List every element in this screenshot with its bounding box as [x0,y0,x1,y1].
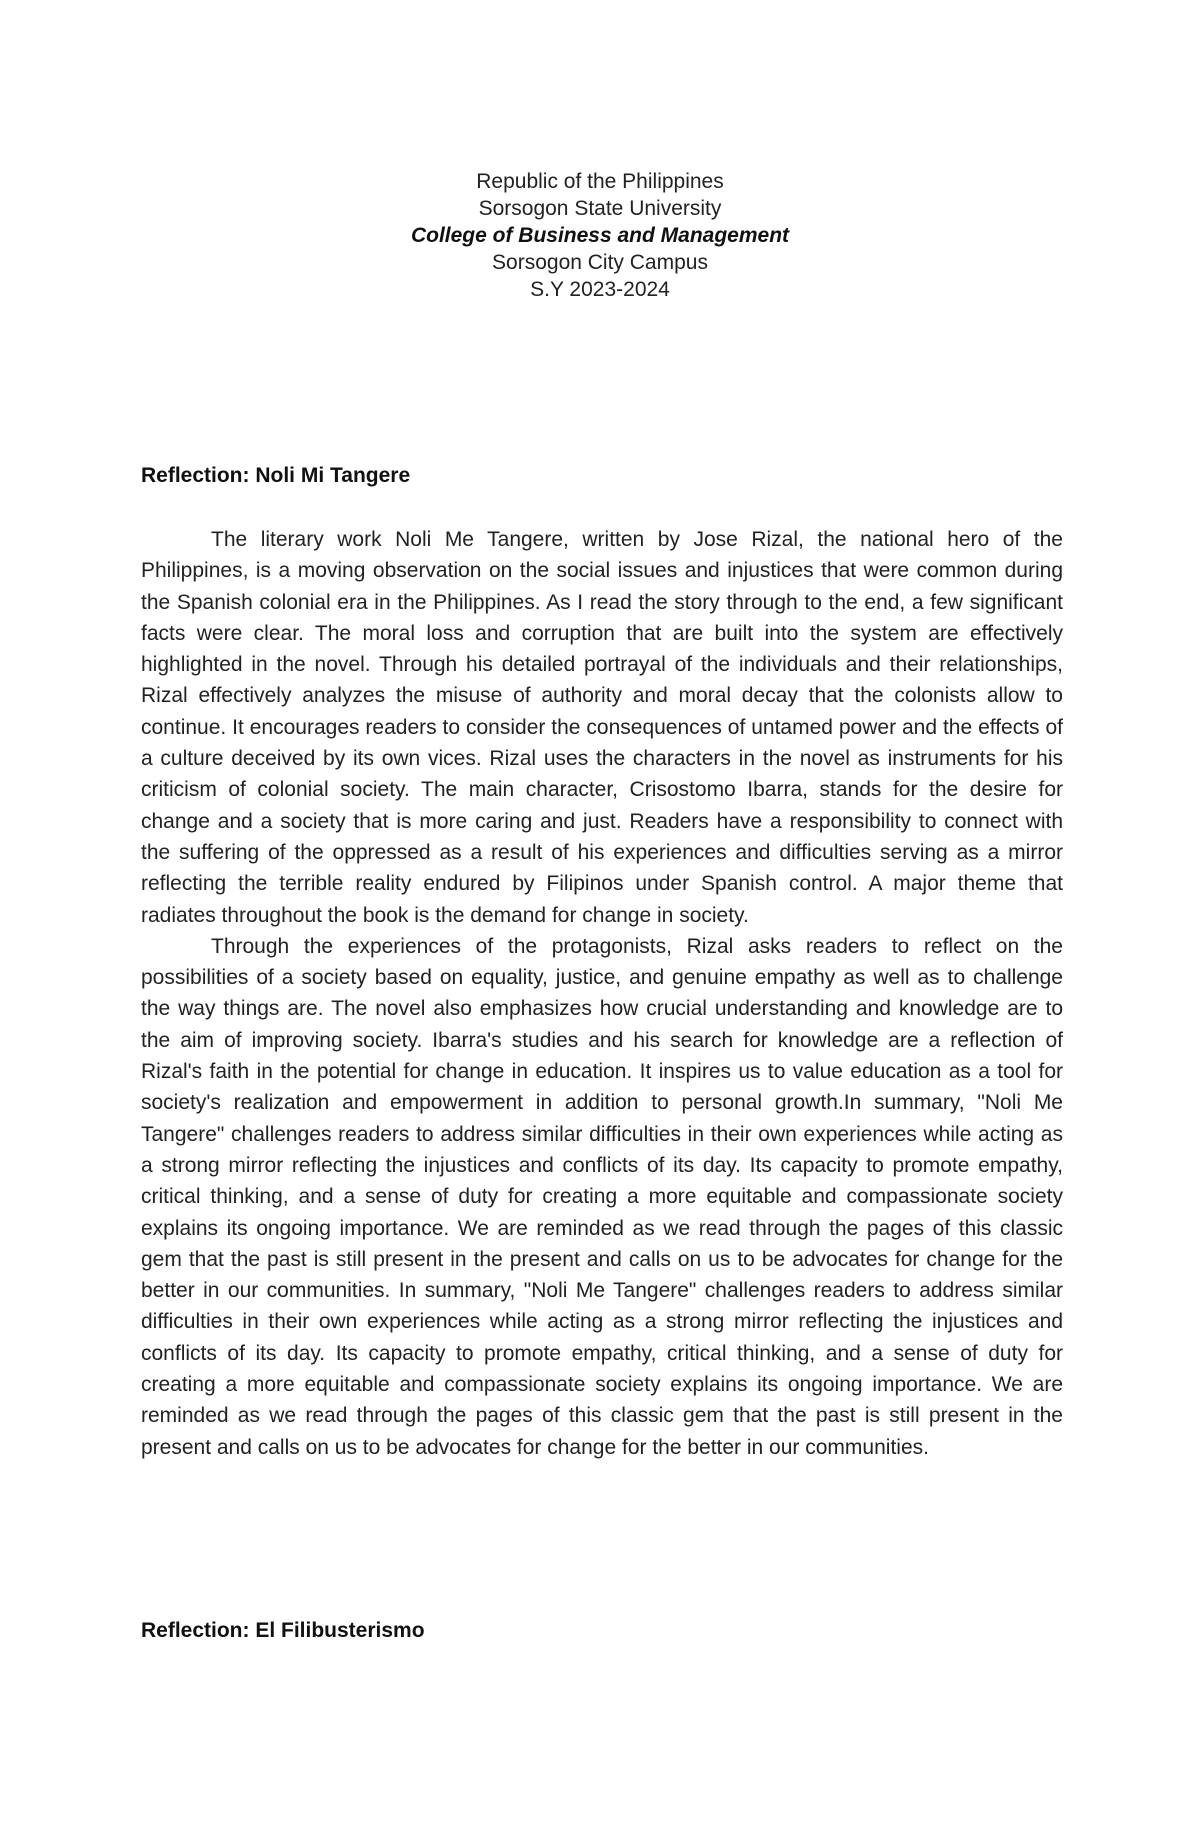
paragraph: Through the experiences of the protagonists, Rizal asks readers to reflect on the possibilities of a society based on equality, justice, and genuine empathy as well as to challenge the way things are. The novel also emphasizes how crucial understanding and knowledge are to the aim of improving society. Ibarra's studies and his search for knowledge are a reflection of Rizal's faith in the potential for change in education. It inspires us to value education as a tool for society's realization and empowerment in addition to personal growth.In summary, "Noli Me Tangere" challenges readers to address similar difficulties in their own experiences while acting as a strong mirror reflecting the injustices and conflicts of its day. Its capacity to promote empathy, critical thinking, and a sense of duty for creating a more equitable and compassionate society explains its ongoing importance. We are reminded as we read through the pages of this classic gem that the past is still present in the present and calls on us to be advocates for change for the better in our communities. In summary, "Noli Me Tangere" challenges readers to address similar difficulties in their own experiences while acting as a strong mirror reflecting the injustices and conflicts of its day. Its capacity to promote empathy, critical thinking, and a sense of duty for creating a more equitable and compassionate society explains its ongoing importance. We are reminded as we read through the pages of this classic gem that the past is still present in the present and calls on us to be advocates for change for the better in our communities. [141,934,1063,1459]
section-body-noli [141,524,1063,1463]
header-republic: Republic of the Philippines [476,170,724,193]
header-campus: Sorsogon City Campus [492,251,708,274]
paragraph: The literary work Noli Me Tangere, written by Jose Rizal, the national hero of the Philippines, is a moving observation on the social issues and injustices that were common during the Spanish colonial era in the Philippines. As I read the story through to the end, a few significant facts were clear. The moral loss and corruption that are built into the system are effectively highlighted in the novel. Through his detailed portrayal of the individuals and their relationships, Rizal effectively analyzes the misuse of authority and moral decay that the colonists allow to continue. It encourages readers to consider the consequences of untamed power and the effects of a culture deceived by its own vices. Rizal uses the characters in the novel as instruments for his criticism of colonial society. The main character, Crisostomo Ibarra, stands for the desire for change and a society that is more caring and just. Readers have a responsibility to connect with the suffering of the oppressed as a result of his experiences and difficulties serving as a mirror reflecting the terrible reality endured by Filipinos under Spanish control. A major theme that radiates throughout the book is the demand for change in society. [141,528,1063,927]
header-college: College of Business and Management [410,224,790,247]
header-school-year: S.Y 2023-2024 [530,278,670,301]
header-university: Sorsogon State University [478,197,722,220]
section-title-noli: Reflection: Noli Mi Tangere [141,464,411,487]
document-header [0,168,1200,303]
section-title-fili: Reflection: El Filibusterismo [141,1619,425,1642]
